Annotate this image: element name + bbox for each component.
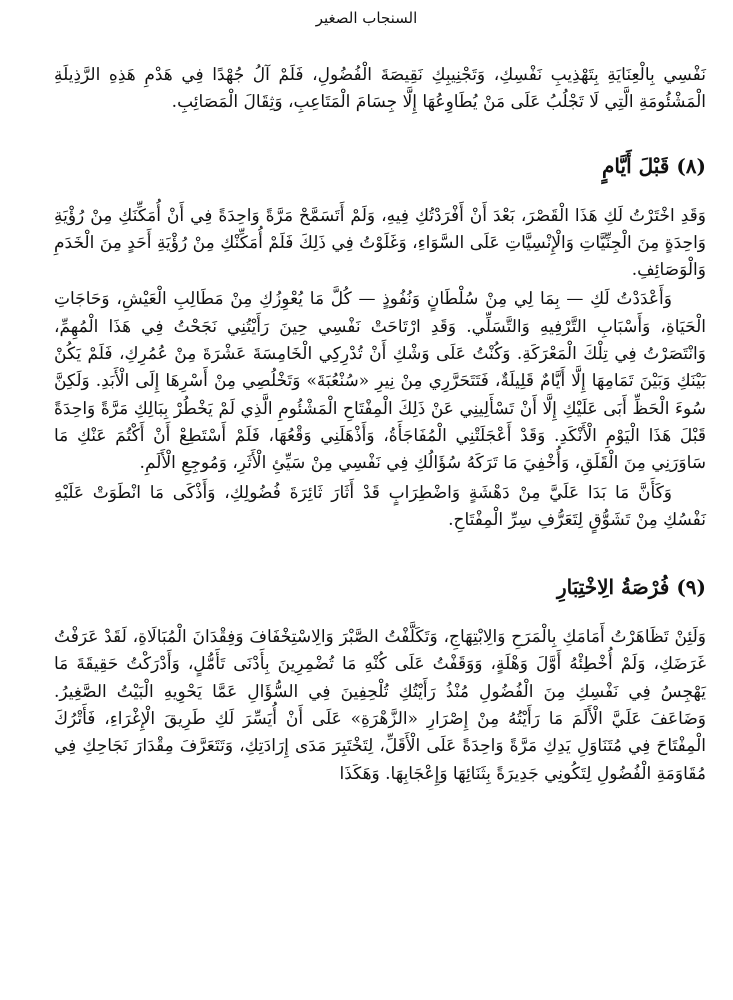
running-header: السنجاب الصغير (315, 9, 418, 27)
page-content (54, 62, 706, 788)
section-8-paragraph-1: وَقَدِ اخْتَرْتُ لَكِ هَذَا الْقَصْرَ، بَعْدَ أَنْ أَفْرَدْتُكِ فِيهِ، وَلَمْ أَتَسَمَّحْ مَرَّةً وَاحِدَةً فِي أَنْ أُمَكِّنَكِ مِنْ رُؤْيَةِ وَاحِدَةٍ مِنَ الْجِنِّيَّاتِ وَالْإِنْسِيَّاتِ عَلَى السَّوَاءِ، وَغَلَوْتُ فِي ذَلِكَ فَلَمْ أُمَكِّنْكِ مِنْ رُؤْيَةِ أَحَدٍ مِنَ الْخَدَمِ وَالْوَصَائِفِ. (54, 205, 706, 281)
section-9-paragraph-1: وَلَئِنْ تَظَاهَرْتُ أَمَامَكِ بِالْمَرَحِ وَالِابْتِهَاجِ، وَتَكَلَّفْتُ الصَّبْرَ وَالِاسْتِخْفَافَ وَفِقْدَانَ الْمُبَالَاةِ، لَقَدْ عَرَفْتُ غَرَضَكِ، وَلَمْ أُخْطِئْهُ أَوَّلَ وَهْلَةٍ، وَوَقَفْتُ عَلَى كُنْهِ مَا تُضْمِرِينَ بِأَدْنَى تَأَمُّلٍ، وَأَدْرَكْتُ حَقِيقَةَ مَا يَهْجِسُ فِي نَفْسِكِ مِنَ الْفُضُولِ مُنْذُ رَأَيْتُكِ تُلْحِفِينَ فِي السُّؤَالِ عَمَّا يَحْوِيهِ الْبَيْتُ الصَّغِيرُ. وَضَاعَفَ عَلَيَّ الْأَلَمَ مَا رَأَيْتُهُ مِنْ إِصْرَارِ «الزَّهْرَةِ» عَلَى أَنْ أُيَسِّرَ لَكِ طَرِيقَ الْإِغْرَاءِ، فَأَتْرُكَ الْمِفْتَاحَ فِي مُتَنَاوَلِ يَدِكِ مَرَّةً وَاحِدَةً عَلَى الْأَقَلِّ، لِتَخْتَبِرَ مَدَى إِرَادَتِكِ، وَتَتَعَرَّفَ مِقْدَارَ نَجَاحِكِ فِي مُقَاوَمَةِ الْفُضُولِ لِتَكُونِي جَدِيرَةً بِثَنَائِهَا وَإِعْجَابِهَا. وَهَكَذَا (54, 627, 706, 784)
section-heading-8: (٨) قَبْلَ أَيَّامٍ (602, 153, 706, 178)
section-8-paragraph-3: وَكَأَنَّ مَا بَدَا عَلَيَّ مِنْ دَهْشَةٍ وَاضْطِرَابٍ قَدْ أَثَارَ ثَائِرَةَ فُضُولِكِ، وَأَذْكَى مَا انْطَوَتْ عَلَيْهِ نَفْسُكِ مِنْ تَشَوُّقٍ لِتَعَرُّفِ سِرِّ الْمِفْتَاحِ. (54, 482, 706, 530)
section-8-paragraph-2: وَأَعْدَدْتُ لَكِ — بِمَا لِي مِنْ سُلْطَانٍ وَنُفُوذٍ — كُلَّ مَا يُعْوِزُكِ مِنْ مَطَالِبِ الْعَيْشِ، وَحَاجَاتِ الْحَيَاةِ، وَأَسْبَابِ التَّرْفِيهِ وَالتَّسَلِّي. وَقَدِ ارْتَاحَتْ نَفْسِي حِينَ رَأَيْتُنِي نَجَحْتُ فِي هَذَا الْمُهِمِّ، وَانْتَصَرْتُ فِي تِلْكَ الْمَعْرَكَةِ. وَكُنْتُ عَلَى وَشْكِ أَنْ تُدْرِكِي الْخَامِسَةَ عَشْرَةَ مِنْ عُمُرِكِ، فَلَمْ يَكُنْ بَيْنَكِ وَبَيْنَ تَمَامِهَا إِلَّا أَيَّامٌ قَلِيلَةٌ، فَتَتَحَرَّرِي مِنْ نِيرِ «سُنْعُبَةَ» وَتَخْلُصِي مِنْ أَسْرِهَا إِلَى الْأَبَدِ. وَلَكِنَّ سُوءَ الْحَظِّ أَبَى عَلَيْكِ إِلَّا أَنْ تَسْأَلِينِي عَنْ ذَلِكَ الْمِفْتَاحِ الْمَشْئُومِ الَّذِي لَمْ يَخْطُرْ بِبَالِكِ مَرَّةً وَاحِدَةً قَبْلَ هَذَا الْيَوْمِ الْأَنْكَدِ. وَقَدْ أَعْجَلَتْنِي الْمُفَاجَأَةُ، وَأَذْهَلَنِي وَقْعُهَا، فَلَمْ أَسْتَطِعْ أَنْ أَكْتُمَ عَنْكِ مَا سَاوَرَنِي مِنَ الْقَلَقِ، وَأُخْفِيَ مَا تَرَكَهُ سُؤَالُكِ فِي نَفْسِي مِنْ سَيِّئِ الْأَثَرِ، وَمُوجِعِ الْأَلَمِ. (54, 289, 706, 474)
intro-paragraph: نَفْسِي بِالْعِنَايَةِ بِتَهْذِيبِ نَفْسِكِ، وَتَجْنِيبِكِ نَقِيصَةَ الْفُضُولِ، فَلَمْ آلُ جُهْدًا فِي هَدْمِ هَذِهِ الرَّذِيلَةِ الْمَشْئُومَةِ الَّتِي لَا تَجْلُبُ عَلَى مَنْ يُطَاوِعُهَا إِلَّا جِسَامَ الْمَتَاعِبِ، وَثِقَالَ الْمَصَائِبِ. (54, 65, 706, 113)
section-heading-9: (٩) فُرْصَةُ الِاخْتِبَارِ (556, 575, 706, 600)
